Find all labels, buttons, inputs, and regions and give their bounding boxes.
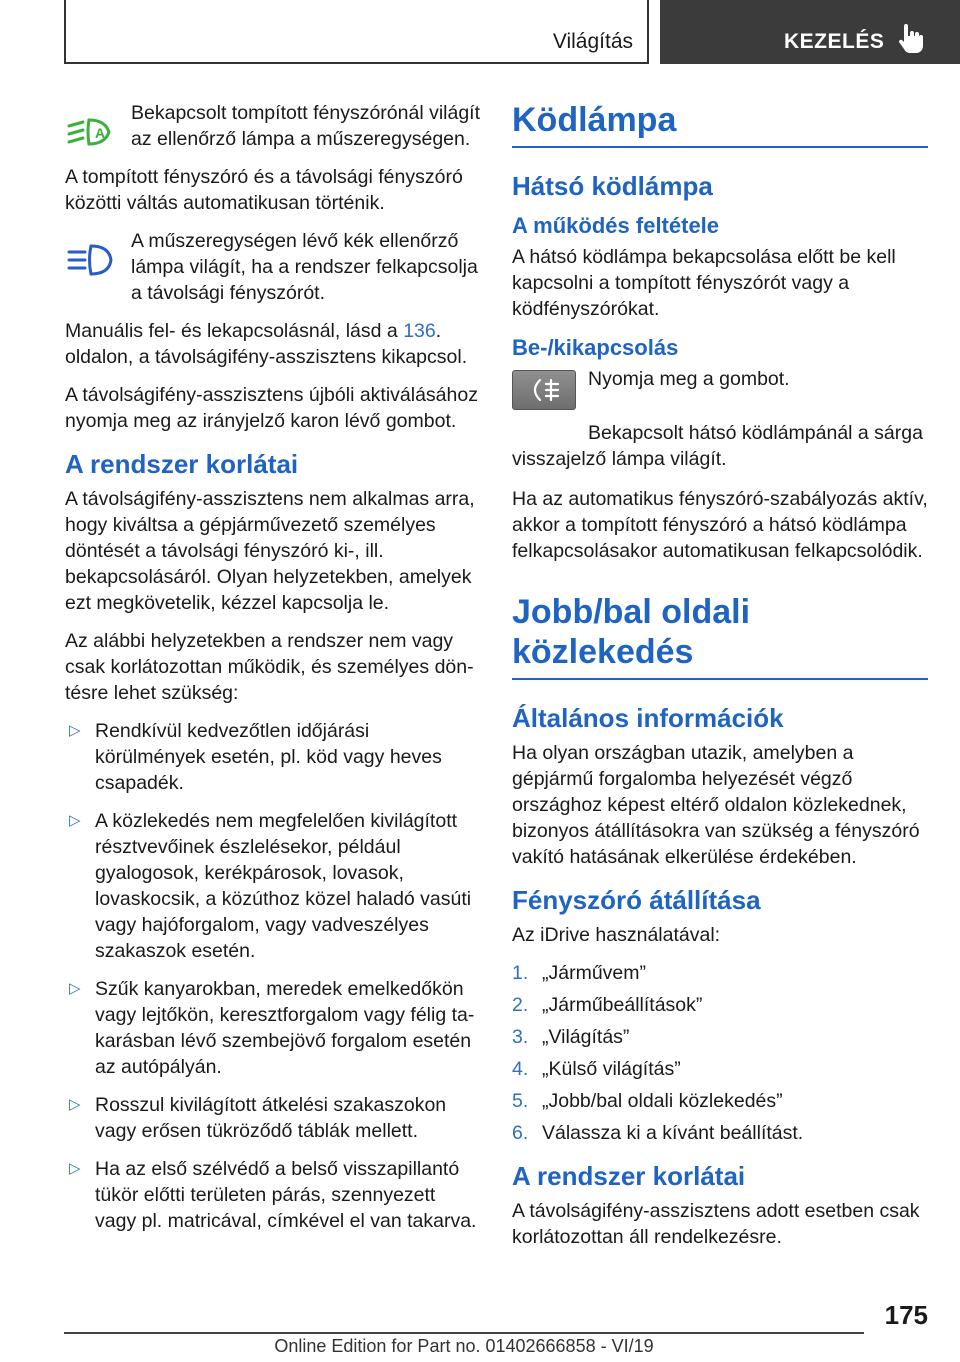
list-item-text: A közlekedés nem megfelelően kivilágított résztvevőinek észlelésekor, például gyalogosok, kerékpárosok, lovasok, lovaskocsik, a közúthoz közel haladó vasúti vagy hajóforgalom, vagy vadveszélyes szakaszok esetén.: [95, 810, 472, 962]
step-text: „Világítás”: [542, 1026, 630, 1048]
low-beam-indicator-row: [65, 100, 480, 152]
general-info-paragraph: Ha olyan országban utazik, amelyben a gépjármű forgalomba helyezését végző országhoz képest eltérő oldalon közlekednek, bizonyos átállításokra van szükség a fényszóró vakító hatásának elkerülése érdekében.: [512, 742, 920, 868]
fog-button-row: [512, 366, 928, 420]
bullet-marker: ▷: [69, 1160, 81, 1177]
step-number: 2.: [512, 994, 529, 1016]
high-beam-indicator-text: A műszeregységen lévő kék ellenőrző lámpa világít, ha a rendszer felkapcsolja a távolsági fényszórót.: [131, 230, 478, 304]
high-beam-indicator-icon: [65, 236, 117, 284]
auto-headlight-paragraph: Ha az automatikus fényszóró-szabályozás aktív, akkor a tompított fényszóró a hátsó ködlámpa felkapcsolásakor automatikusan felkapcsolódik.: [512, 488, 928, 562]
step-text: „Járműbeállítások”: [542, 994, 703, 1016]
indicator-light-text: Bekapcsolt hátsó ködlámpánál a sárga visszajelző lámpa világít.: [512, 422, 923, 470]
traffic-side-heading: Jobb/bal oldali közlekedés: [512, 592, 928, 680]
list-item: [512, 992, 928, 1018]
step-text: „Járművem”: [542, 962, 647, 984]
rear-fog-button[interactable]: [512, 370, 576, 410]
manual-switch-paragraph: [65, 318, 480, 370]
left-column: [65, 100, 480, 1246]
step-number: 1.: [512, 962, 529, 984]
fog-lamp-heading: Ködlámpa: [512, 100, 928, 148]
list-item: [512, 1120, 928, 1146]
step-text: „Jobb/bal oldali közlekedés”: [542, 1090, 783, 1112]
bullet-marker: ▷: [69, 812, 81, 829]
list-item: [512, 960, 928, 986]
page-reference-link[interactable]: 136: [403, 320, 436, 342]
system-limits-paragraph: A távolságifény-asszisztens adott esetben csak korlátozottan áll rendelkezésre.: [512, 1200, 920, 1248]
footer-divider: [64, 1332, 864, 1334]
system-limits-heading-right: A rendszer korlátai: [512, 1161, 746, 1191]
system-limits-heading: A rendszer korlátai: [65, 449, 299, 479]
bullet-marker: ▷: [69, 980, 81, 997]
limits-bullet-list: [65, 718, 480, 1234]
auto-low-beam-indicator-icon: [65, 108, 117, 156]
rear-fog-heading: Hátsó ködlámpa: [512, 171, 713, 201]
high-beam-indicator-row: [65, 228, 480, 306]
list-item-text: Rendkívül kedvezőtlen időjárási körülmények esetén, pl. köd vagy heves csapadék.: [95, 720, 442, 794]
step-number: 3.: [512, 1026, 529, 1048]
indicator-light-paragraph: [512, 420, 928, 472]
hand-pointer-icon: [896, 22, 924, 54]
header-chapter-tab: [660, 0, 960, 64]
list-item: [65, 1092, 480, 1144]
list-item: [65, 1156, 480, 1234]
reactivation-paragraph: A távolságifény-asszisztens újbóli aktiválásához nyomja meg az irányjelző karon lévő gombot.: [65, 384, 478, 432]
header-section-box: [64, 0, 649, 64]
header-section-title: Világítás: [552, 30, 633, 53]
low-beam-indicator-text: Bekapcsolt tompított fényszórónál világít az ellenőrző lámpa a műszeregységen.: [131, 102, 481, 150]
switching-paragraph: A tompított fényszóró és a távolsági fényszóró közötti váltás automatikusan történik.: [65, 166, 463, 214]
step-number: 5.: [512, 1090, 529, 1112]
bullet-marker: ▷: [69, 1096, 81, 1113]
list-item-text: Ha az első szélvédő a belső visszapillantó tükör előtti területen párás, szennyezett vagy pl. matricával, címkével el van takarva.: [95, 1158, 477, 1232]
manual-switch-text: Manuális fel- és lekapcsolásnál, lásd a: [65, 320, 404, 342]
operating-condition-paragraph: A hátsó ködlámpa bekapcsolása előtt be kell kapcsolni a tompított fényszórót vagy a ködfényszórókat.: [512, 246, 896, 320]
idrive-paragraph: Az iDrive használatával:: [512, 924, 721, 946]
manual-switch-text-end: . oldalon, a távolságifény-asszisztens kikapcsol.: [65, 320, 468, 368]
step-text: „Külső világítás”: [542, 1058, 681, 1080]
on-off-heading: Be-/kikapcsolás: [512, 335, 679, 360]
rear-fog-button-icon: [524, 377, 564, 403]
limits-intro-paragraph: A távolságifény-asszisztens nem alkalmas arra, hogy kiváltsa a gépjárművezető személyes döntését a távolsági fényszóró ki-, ill. bekapcsolásáról. Olyan helyzetekben, amelyek ezt megkövetelik, kézzel kapcsolja le.: [65, 488, 475, 614]
list-item: [65, 976, 480, 1080]
list-item: [512, 1024, 928, 1050]
limits-situations-paragraph: Az alábbi helyzetekben a rendszer nem vagy csak korlátozottan működik, és személyes döntésre lehet szükség:: [65, 630, 474, 704]
svg-text:A: A: [95, 125, 106, 141]
step-number: 6.: [512, 1122, 529, 1144]
list-item: [512, 1056, 928, 1082]
list-item: [512, 1088, 928, 1114]
step-number: 4.: [512, 1058, 529, 1080]
footer-edition: Online Edition for Part no. 01402666858 - VI/19: [274, 1336, 654, 1356]
list-item: [65, 718, 480, 796]
list-item-text: Rosszul kivilágított átkelési szakaszokon vagy erősen tükröződő táblák mellett.: [95, 1094, 447, 1142]
right-column: [512, 100, 928, 1262]
headlight-adjust-heading: Fényszóró átállítása: [512, 885, 761, 915]
bullet-marker: ▷: [69, 722, 81, 739]
list-item: [65, 808, 480, 964]
operating-condition-heading: A működés feltétele: [512, 213, 720, 238]
header-chapter-title: KEZELÉS: [784, 30, 885, 53]
steps-list: [512, 960, 928, 1146]
step-text: Válassza ki a kívánt beállítást.: [542, 1122, 804, 1144]
page-number: 175: [884, 1300, 928, 1330]
list-item-text: Szűk kanyarokban, meredek emelkedőkön vagy lejtőkön, keresztforgalom vagy félig takarásban lévő szembejövő forgalom esetén az autópályán.: [95, 978, 475, 1078]
press-button-text: Nyomja meg a gombot.: [588, 368, 790, 390]
general-info-heading: Általános információk: [512, 703, 784, 733]
